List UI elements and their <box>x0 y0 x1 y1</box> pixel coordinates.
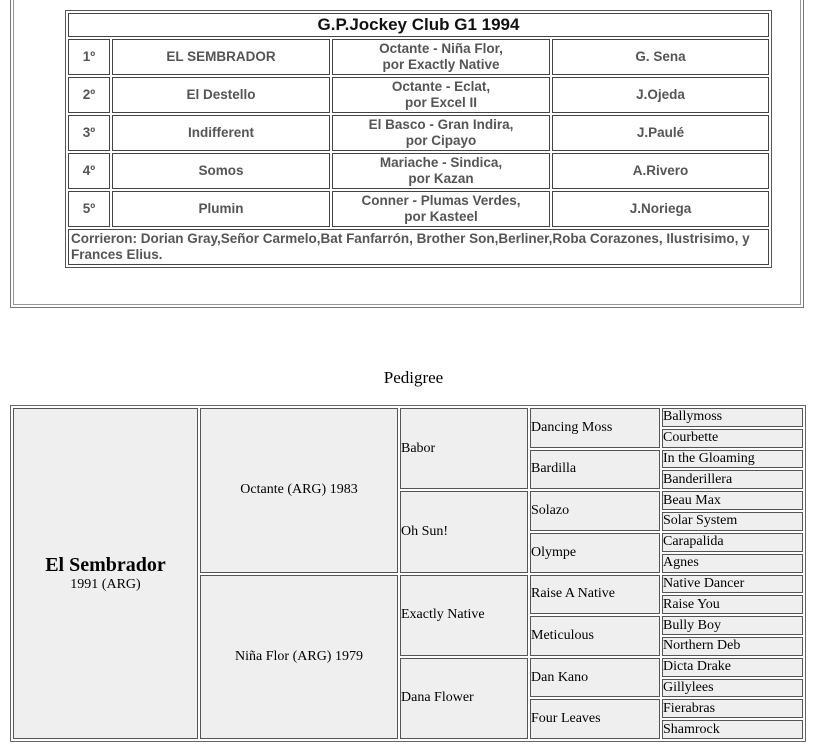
result-horse: Somos <box>112 153 330 189</box>
result-position: 3º <box>68 115 110 151</box>
subject-info: 1991 (ARG) <box>70 577 141 592</box>
pedigree-gen5-cell: Fierabras <box>662 699 803 718</box>
pedigree-sire: Octante (ARG) 1983 <box>200 408 398 573</box>
pedigree-gen5-cell: Shamrock <box>662 720 803 739</box>
result-pedigree <box>332 77 550 113</box>
pedigree-gen5-cell: Raise You <box>662 595 803 614</box>
pedigree-gen5-cell: Northern Deb <box>662 637 803 656</box>
result-pedigree-line2: por Excel II <box>404 95 478 110</box>
result-horse: Plumin <box>112 191 330 227</box>
pedigree-gen4-cell: Dan Kano <box>530 658 660 698</box>
result-pedigree <box>332 191 550 227</box>
result-row <box>68 115 769 151</box>
pedigree-gen3-cell: Exactly Native <box>400 575 528 656</box>
result-pedigree <box>332 153 550 189</box>
pedigree-gen3-cell: Oh Sun! <box>400 491 528 572</box>
subject-name: El Sembrador <box>45 554 166 576</box>
pedigree-gen5-cell: Beau Max <box>662 491 803 510</box>
result-pedigree <box>332 39 550 75</box>
pedigree-gen3-cell: Babor <box>400 408 528 489</box>
result-row <box>68 191 769 227</box>
result-position: 2º <box>68 77 110 113</box>
pedigree-gen5-cell: Dicta Drake <box>662 658 803 677</box>
result-pedigree-line1: Octante - Niña Flor, <box>379 41 503 56</box>
result-row <box>68 153 769 189</box>
result-jockey: J.Paulé <box>552 115 769 151</box>
result-jockey: J.Ojeda <box>552 77 769 113</box>
pedigree-gen5-cell: Courbette <box>662 429 803 448</box>
result-pedigree <box>332 115 550 151</box>
results-frame <box>10 0 804 308</box>
result-row <box>68 39 769 75</box>
pedigree-gen5-cell: Agnes <box>662 554 803 573</box>
result-row <box>68 77 769 113</box>
other-runners: Corrieron: Dorian Gray,Señor Carmelo,Bat Fanfarrón, Brother Son,Berliner,Roba Corazones, Ilustrisimo, y Frances Elius. <box>68 229 769 265</box>
result-pedigree-line1: Mariache - Sindica, <box>379 155 503 170</box>
pedigree-gen5-cell: Solar System <box>662 512 803 531</box>
race-results-table <box>65 10 772 268</box>
result-pedigree-line1: Octante - Eclat, <box>391 79 491 94</box>
pedigree-gen5-cell: Bully Boy <box>662 616 803 635</box>
result-pedigree-line2: por Exactly Native <box>382 57 500 72</box>
pedigree-gen5-cell: In the Gloaming <box>662 450 803 469</box>
result-position: 5º <box>68 191 110 227</box>
result-jockey: J.Noriega <box>552 191 769 227</box>
pedigree-gen5-cell: Native Dancer <box>662 575 803 594</box>
pedigree-dam: Niña Flor (ARG) 1979 <box>200 575 398 740</box>
result-pedigree-line1: Conner - Plumas Verdes, <box>361 193 521 208</box>
result-pedigree-line2: por Kazan <box>408 171 474 186</box>
pedigree-gen5-cell: Ballymoss <box>662 408 803 427</box>
pedigree-gen4-cell: Dancing Moss <box>530 408 660 448</box>
pedigree-gen5-cell: Carapalida <box>662 533 803 552</box>
result-pedigree-line1: El Basco - Gran Indira, <box>368 117 514 132</box>
result-position: 4º <box>68 153 110 189</box>
pedigree-gen5-cell: Gillylees <box>662 679 803 698</box>
pedigree-gen4-cell: Raise A Native <box>530 575 660 615</box>
pedigree-gen4-cell: Bardilla <box>530 450 660 490</box>
result-horse: EL SEMBRADOR <box>112 39 330 75</box>
pedigree-gen4-cell: Meticulous <box>530 616 660 656</box>
result-position: 1º <box>68 39 110 75</box>
result-jockey: G. Sena <box>552 39 769 75</box>
pedigree-gen3-cell: Dana Flower <box>400 658 528 739</box>
race-title: G.P.Jockey Club G1 1994 <box>68 13 769 37</box>
pedigree-gen4-cell: Olympe <box>530 533 660 573</box>
pedigree-table <box>10 405 806 742</box>
pedigree-gen5-cell: Banderillera <box>662 470 803 489</box>
result-pedigree-line2: por Cipayo <box>405 133 477 148</box>
pedigree-title: Pedigree <box>383 368 444 387</box>
result-horse: Indifferent <box>112 115 330 151</box>
pedigree-gen4-cell: Solazo <box>530 491 660 531</box>
result-horse: El Destello <box>112 77 330 113</box>
result-jockey: A.Rivero <box>552 153 769 189</box>
pedigree-subject <box>13 408 198 739</box>
result-pedigree-line2: por Kasteel <box>404 209 478 224</box>
pedigree-gen4-cell: Four Leaves <box>530 699 660 739</box>
